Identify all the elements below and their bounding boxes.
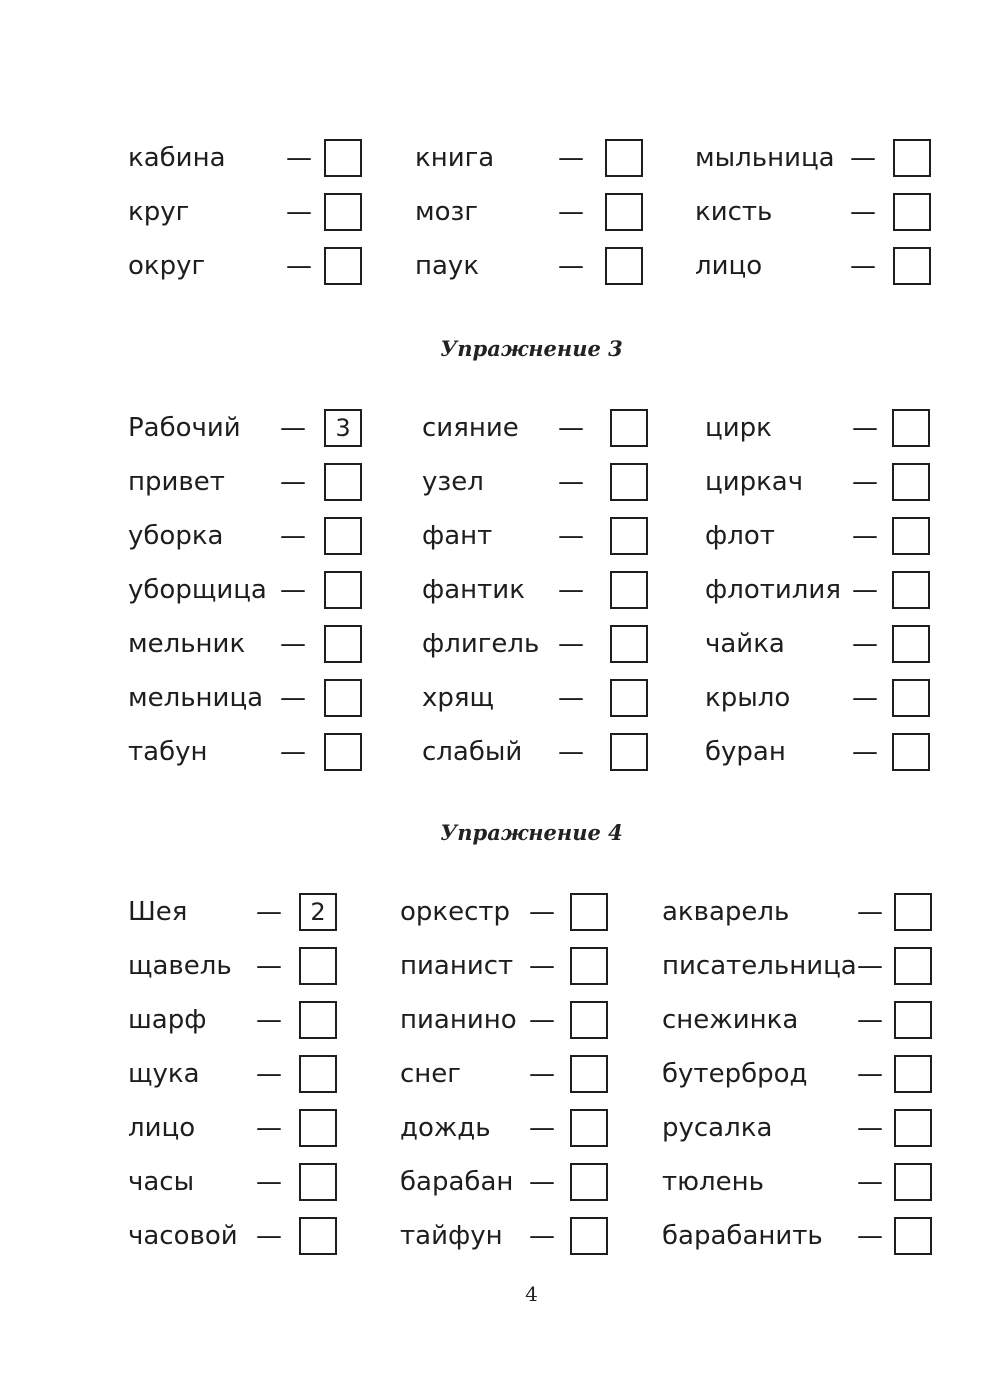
word-label: флот <box>705 521 775 551</box>
answer-box[interactable] <box>610 463 648 501</box>
word-label: круг <box>128 197 190 227</box>
word-item <box>662 1163 932 1201</box>
answer-box[interactable] <box>610 517 648 555</box>
word-item <box>400 1163 608 1201</box>
word-item <box>128 193 362 231</box>
word-item <box>422 571 648 609</box>
answer-box[interactable] <box>324 139 362 177</box>
word-item <box>400 1055 608 1093</box>
dash-separator: — <box>852 413 878 443</box>
word-label: тюлень <box>662 1167 764 1197</box>
answer-box[interactable] <box>892 625 930 663</box>
word-label: кабина <box>128 143 226 173</box>
word-item <box>705 733 930 771</box>
dash-separator: — <box>850 143 876 173</box>
answer-box[interactable] <box>570 1163 608 1201</box>
word-label: шарф <box>128 1005 207 1035</box>
dash-separator: — <box>529 1059 555 1089</box>
word-item <box>695 193 931 231</box>
dash-separator: — <box>529 1113 555 1143</box>
word-label: кисть <box>695 197 773 227</box>
exercise-4-title: Упражнение 4 <box>440 820 623 845</box>
word-item <box>128 1217 337 1255</box>
word-label: писательница <box>662 951 857 981</box>
word-item <box>128 517 362 555</box>
dash-separator: — <box>256 1059 282 1089</box>
answer-box[interactable] <box>570 1055 608 1093</box>
dash-separator: — <box>852 575 878 605</box>
word-item <box>128 625 362 663</box>
word-item <box>128 1163 337 1201</box>
dash-separator: — <box>280 629 306 659</box>
answer-box[interactable] <box>299 1001 337 1039</box>
answer-box[interactable] <box>324 733 362 771</box>
word-item <box>128 409 362 447</box>
answer-box[interactable] <box>894 1109 932 1147</box>
word-label: мельница <box>128 683 264 713</box>
answer-box[interactable] <box>892 517 930 555</box>
word-label: оркестр <box>400 897 511 927</box>
word-item <box>705 679 930 717</box>
answer-box[interactable] <box>570 1109 608 1147</box>
word-item <box>695 247 931 285</box>
answer-box[interactable] <box>605 139 643 177</box>
dash-separator: — <box>850 251 876 281</box>
word-label: циркач <box>705 467 804 497</box>
word-label: крыло <box>705 683 791 713</box>
word-label: флигель <box>422 629 540 659</box>
dash-separator: — <box>857 1059 883 1089</box>
answer-box[interactable]: 2 <box>299 893 337 931</box>
word-label: тайфун <box>400 1221 503 1251</box>
answer-box[interactable] <box>893 193 931 231</box>
answer-box[interactable] <box>892 409 930 447</box>
answer-box[interactable] <box>324 625 362 663</box>
word-item <box>662 1055 932 1093</box>
dash-separator: — <box>280 575 306 605</box>
word-item <box>695 139 931 177</box>
answer-box[interactable] <box>324 571 362 609</box>
word-item <box>662 1001 932 1039</box>
dash-separator: — <box>558 251 584 281</box>
word-label: часы <box>128 1167 195 1197</box>
word-label: щука <box>128 1059 200 1089</box>
word-item <box>422 733 648 771</box>
answer-box[interactable] <box>605 247 643 285</box>
word-item <box>415 247 643 285</box>
dash-separator: — <box>256 951 282 981</box>
answer-box[interactable] <box>894 1217 932 1255</box>
dash-separator: — <box>280 683 306 713</box>
answer-box[interactable] <box>299 1109 337 1147</box>
dash-separator: — <box>280 413 306 443</box>
word-item <box>128 247 362 285</box>
answer-box[interactable] <box>570 947 608 985</box>
word-label: лицо <box>695 251 763 281</box>
dash-separator: — <box>857 1167 883 1197</box>
dash-separator: — <box>852 683 878 713</box>
word-item <box>415 193 643 231</box>
word-label: мыльница <box>695 143 835 173</box>
answer-box[interactable] <box>893 247 931 285</box>
word-label: округ <box>128 251 206 281</box>
word-item <box>705 409 930 447</box>
word-label: мельник <box>128 629 246 659</box>
word-item <box>400 947 608 985</box>
word-item <box>128 947 337 985</box>
word-label: снег <box>400 1059 461 1089</box>
dash-separator: — <box>286 197 312 227</box>
answer-box[interactable] <box>299 1055 337 1093</box>
word-label: русалка <box>662 1113 773 1143</box>
answer-box[interactable] <box>892 679 930 717</box>
word-label: пианист <box>400 951 514 981</box>
word-item <box>415 139 643 177</box>
word-label: барабанить <box>662 1221 823 1251</box>
word-item <box>128 1001 337 1039</box>
answer-box[interactable] <box>610 733 648 771</box>
word-item <box>422 409 648 447</box>
word-label: привет <box>128 467 225 497</box>
answer-box[interactable] <box>299 1217 337 1255</box>
word-label: хрящ <box>422 683 495 713</box>
dash-separator: — <box>558 737 584 767</box>
dash-separator: — <box>852 521 878 551</box>
answer-box[interactable] <box>610 409 648 447</box>
word-label: слабый <box>422 737 523 767</box>
dash-separator: — <box>529 1221 555 1251</box>
dash-separator: — <box>852 467 878 497</box>
word-label: мозг <box>415 197 479 227</box>
word-item <box>662 1217 932 1255</box>
word-label: флотилия <box>705 575 841 605</box>
word-label: табун <box>128 737 208 767</box>
word-label: акварель <box>662 897 790 927</box>
dash-separator: — <box>529 897 555 927</box>
word-item <box>128 139 362 177</box>
word-label: фант <box>422 521 493 551</box>
answer-box[interactable] <box>894 947 932 985</box>
answer-box[interactable] <box>893 139 931 177</box>
answer-box[interactable] <box>324 679 362 717</box>
word-label: уборщица <box>128 575 267 605</box>
word-label: уборка <box>128 521 224 551</box>
dash-separator: — <box>529 1167 555 1197</box>
word-item <box>128 1109 337 1147</box>
word-label: пианино <box>400 1005 517 1035</box>
word-item <box>400 1001 608 1039</box>
word-label: Рабочий <box>128 413 241 443</box>
word-item <box>705 571 930 609</box>
word-item <box>422 625 648 663</box>
dash-separator: — <box>558 629 584 659</box>
dash-separator: — <box>256 1005 282 1035</box>
answer-box[interactable] <box>894 1055 932 1093</box>
word-label: узел <box>422 467 484 497</box>
word-label: чайка <box>705 629 785 659</box>
dash-separator: — <box>857 1221 883 1251</box>
word-label: барабан <box>400 1167 514 1197</box>
word-item <box>662 947 932 985</box>
answer-box[interactable] <box>324 193 362 231</box>
word-label: фантик <box>422 575 525 605</box>
answer-box[interactable] <box>894 893 932 931</box>
answer-box[interactable]: 3 <box>324 409 362 447</box>
dash-separator: — <box>280 521 306 551</box>
dash-separator: — <box>256 1113 282 1143</box>
word-item <box>422 517 648 555</box>
answer-box[interactable] <box>610 679 648 717</box>
dash-separator: — <box>857 897 883 927</box>
answer-box[interactable] <box>610 625 648 663</box>
word-label: щавель <box>128 951 232 981</box>
answer-box[interactable] <box>324 517 362 555</box>
word-label: снежинка <box>662 1005 799 1035</box>
word-label: бутерброд <box>662 1059 808 1089</box>
word-label: сияние <box>422 413 519 443</box>
dash-separator: — <box>558 413 584 443</box>
word-item <box>400 893 608 931</box>
dash-separator: — <box>558 143 584 173</box>
word-item <box>128 571 362 609</box>
word-label: книга <box>415 143 495 173</box>
word-label: часовой <box>128 1221 238 1251</box>
answer-box[interactable] <box>570 1001 608 1039</box>
dash-separator: — <box>256 1167 282 1197</box>
dash-separator: — <box>558 467 584 497</box>
word-item <box>705 625 930 663</box>
word-label: Шея <box>128 897 188 927</box>
dash-separator: — <box>857 1113 883 1143</box>
word-label: цирк <box>705 413 772 443</box>
dash-separator: — <box>558 683 584 713</box>
answer-box[interactable] <box>299 1163 337 1201</box>
word-label: паук <box>415 251 480 281</box>
word-item <box>662 1109 932 1147</box>
word-item <box>128 463 362 501</box>
dash-separator: — <box>280 467 306 497</box>
dash-separator: — <box>852 629 878 659</box>
word-item <box>128 733 362 771</box>
word-item <box>705 463 930 501</box>
answer-box[interactable] <box>892 571 930 609</box>
answer-box[interactable] <box>324 247 362 285</box>
word-item <box>128 1055 337 1093</box>
word-label: лицо <box>128 1113 196 1143</box>
word-label: дождь <box>400 1113 491 1143</box>
answer-box[interactable] <box>894 1001 932 1039</box>
word-item <box>128 679 362 717</box>
word-item <box>400 1109 608 1147</box>
dash-separator: — <box>286 251 312 281</box>
dash-separator: — <box>256 897 282 927</box>
dash-separator: — <box>256 1221 282 1251</box>
word-item <box>128 893 337 931</box>
answer-box[interactable] <box>324 463 362 501</box>
dash-separator: — <box>850 197 876 227</box>
dash-separator: — <box>529 1005 555 1035</box>
word-item <box>422 463 648 501</box>
answer-box[interactable] <box>570 1217 608 1255</box>
exercise-3-title: Упражнение 3 <box>440 336 623 361</box>
dash-separator: — <box>529 951 555 981</box>
answer-box[interactable] <box>892 733 930 771</box>
answer-box[interactable] <box>299 947 337 985</box>
word-item <box>705 517 930 555</box>
answer-box[interactable] <box>610 571 648 609</box>
dash-separator: — <box>558 197 584 227</box>
answer-box[interactable] <box>570 893 608 931</box>
word-item <box>400 1217 608 1255</box>
dash-separator: — <box>852 737 878 767</box>
dash-separator: — <box>558 521 584 551</box>
word-item <box>662 893 932 931</box>
word-item <box>422 679 648 717</box>
dash-separator: — <box>558 575 584 605</box>
dash-separator: — <box>286 143 312 173</box>
page-number: 4 <box>525 1282 538 1306</box>
dash-separator: — <box>857 1005 883 1035</box>
answer-box[interactable] <box>892 463 930 501</box>
dash-separator: — <box>857 951 883 981</box>
word-label: буран <box>705 737 786 767</box>
answer-box[interactable] <box>894 1163 932 1201</box>
answer-box[interactable] <box>605 193 643 231</box>
dash-separator: — <box>280 737 306 767</box>
